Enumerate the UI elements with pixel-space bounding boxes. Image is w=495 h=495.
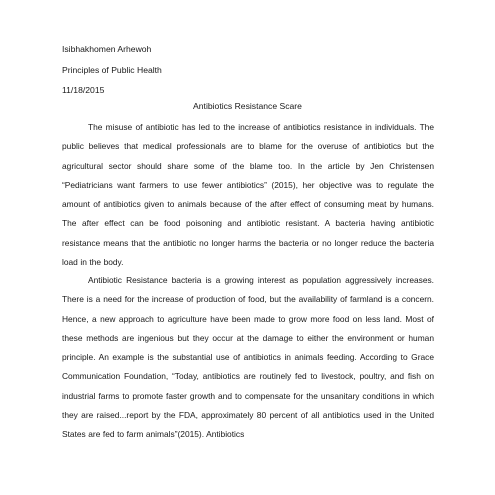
document-date: 11/18/2015 xyxy=(62,85,105,95)
body-paragraph: Antibiotic Resistance bacteria is a growing interest as population aggressively increases. There is a need for the increase of production of food, but the availability of farmland is a concern. Hence, a new approach to agriculture have been made to grow more food on less land. Most of these methods are ingenious but they occur at the damage to either the environment or human principle. An example is the substantial use of antibiotics in animals feeding. According to Grace Communication Foundation, “Today, antibiotics are routinely fed to livestock, poultry, and fish on industrial farms to promote faster growth and to compensate for the unsanitary conditions in which they are raised...report by the FDA, approximately 80 percent of all antibiotics used in the United States are fed to farm animals”(2015). Antibiotics xyxy=(62,275,434,440)
document-title: Antibiotics Resistance Scare xyxy=(193,101,302,111)
course-name: Principles of Public Health xyxy=(62,65,162,75)
author-name: Isibhakhomen Arhewoh xyxy=(62,44,152,54)
body-paragraph: The misuse of antibiotic has led to the increase of antibiotics resistance in individuals. The public believes that medical professionals are to blame for the overuse of antibiotics but the agricultural sector should share some of the blame too. In the article by Jen Christensen “Pediatricians want farmers to use fewer antibiotics” (2015), her objective was to regulate the amount of antibiotics given to animals because of the after effect of consuming meat by humans. The after effect can be food poisoning and antibiotic resistant. A bacteria having antibiotic resistance means that the antibiotic no longer harms the bacteria or no longer reduce the bacteria load in the body. xyxy=(62,122,434,268)
